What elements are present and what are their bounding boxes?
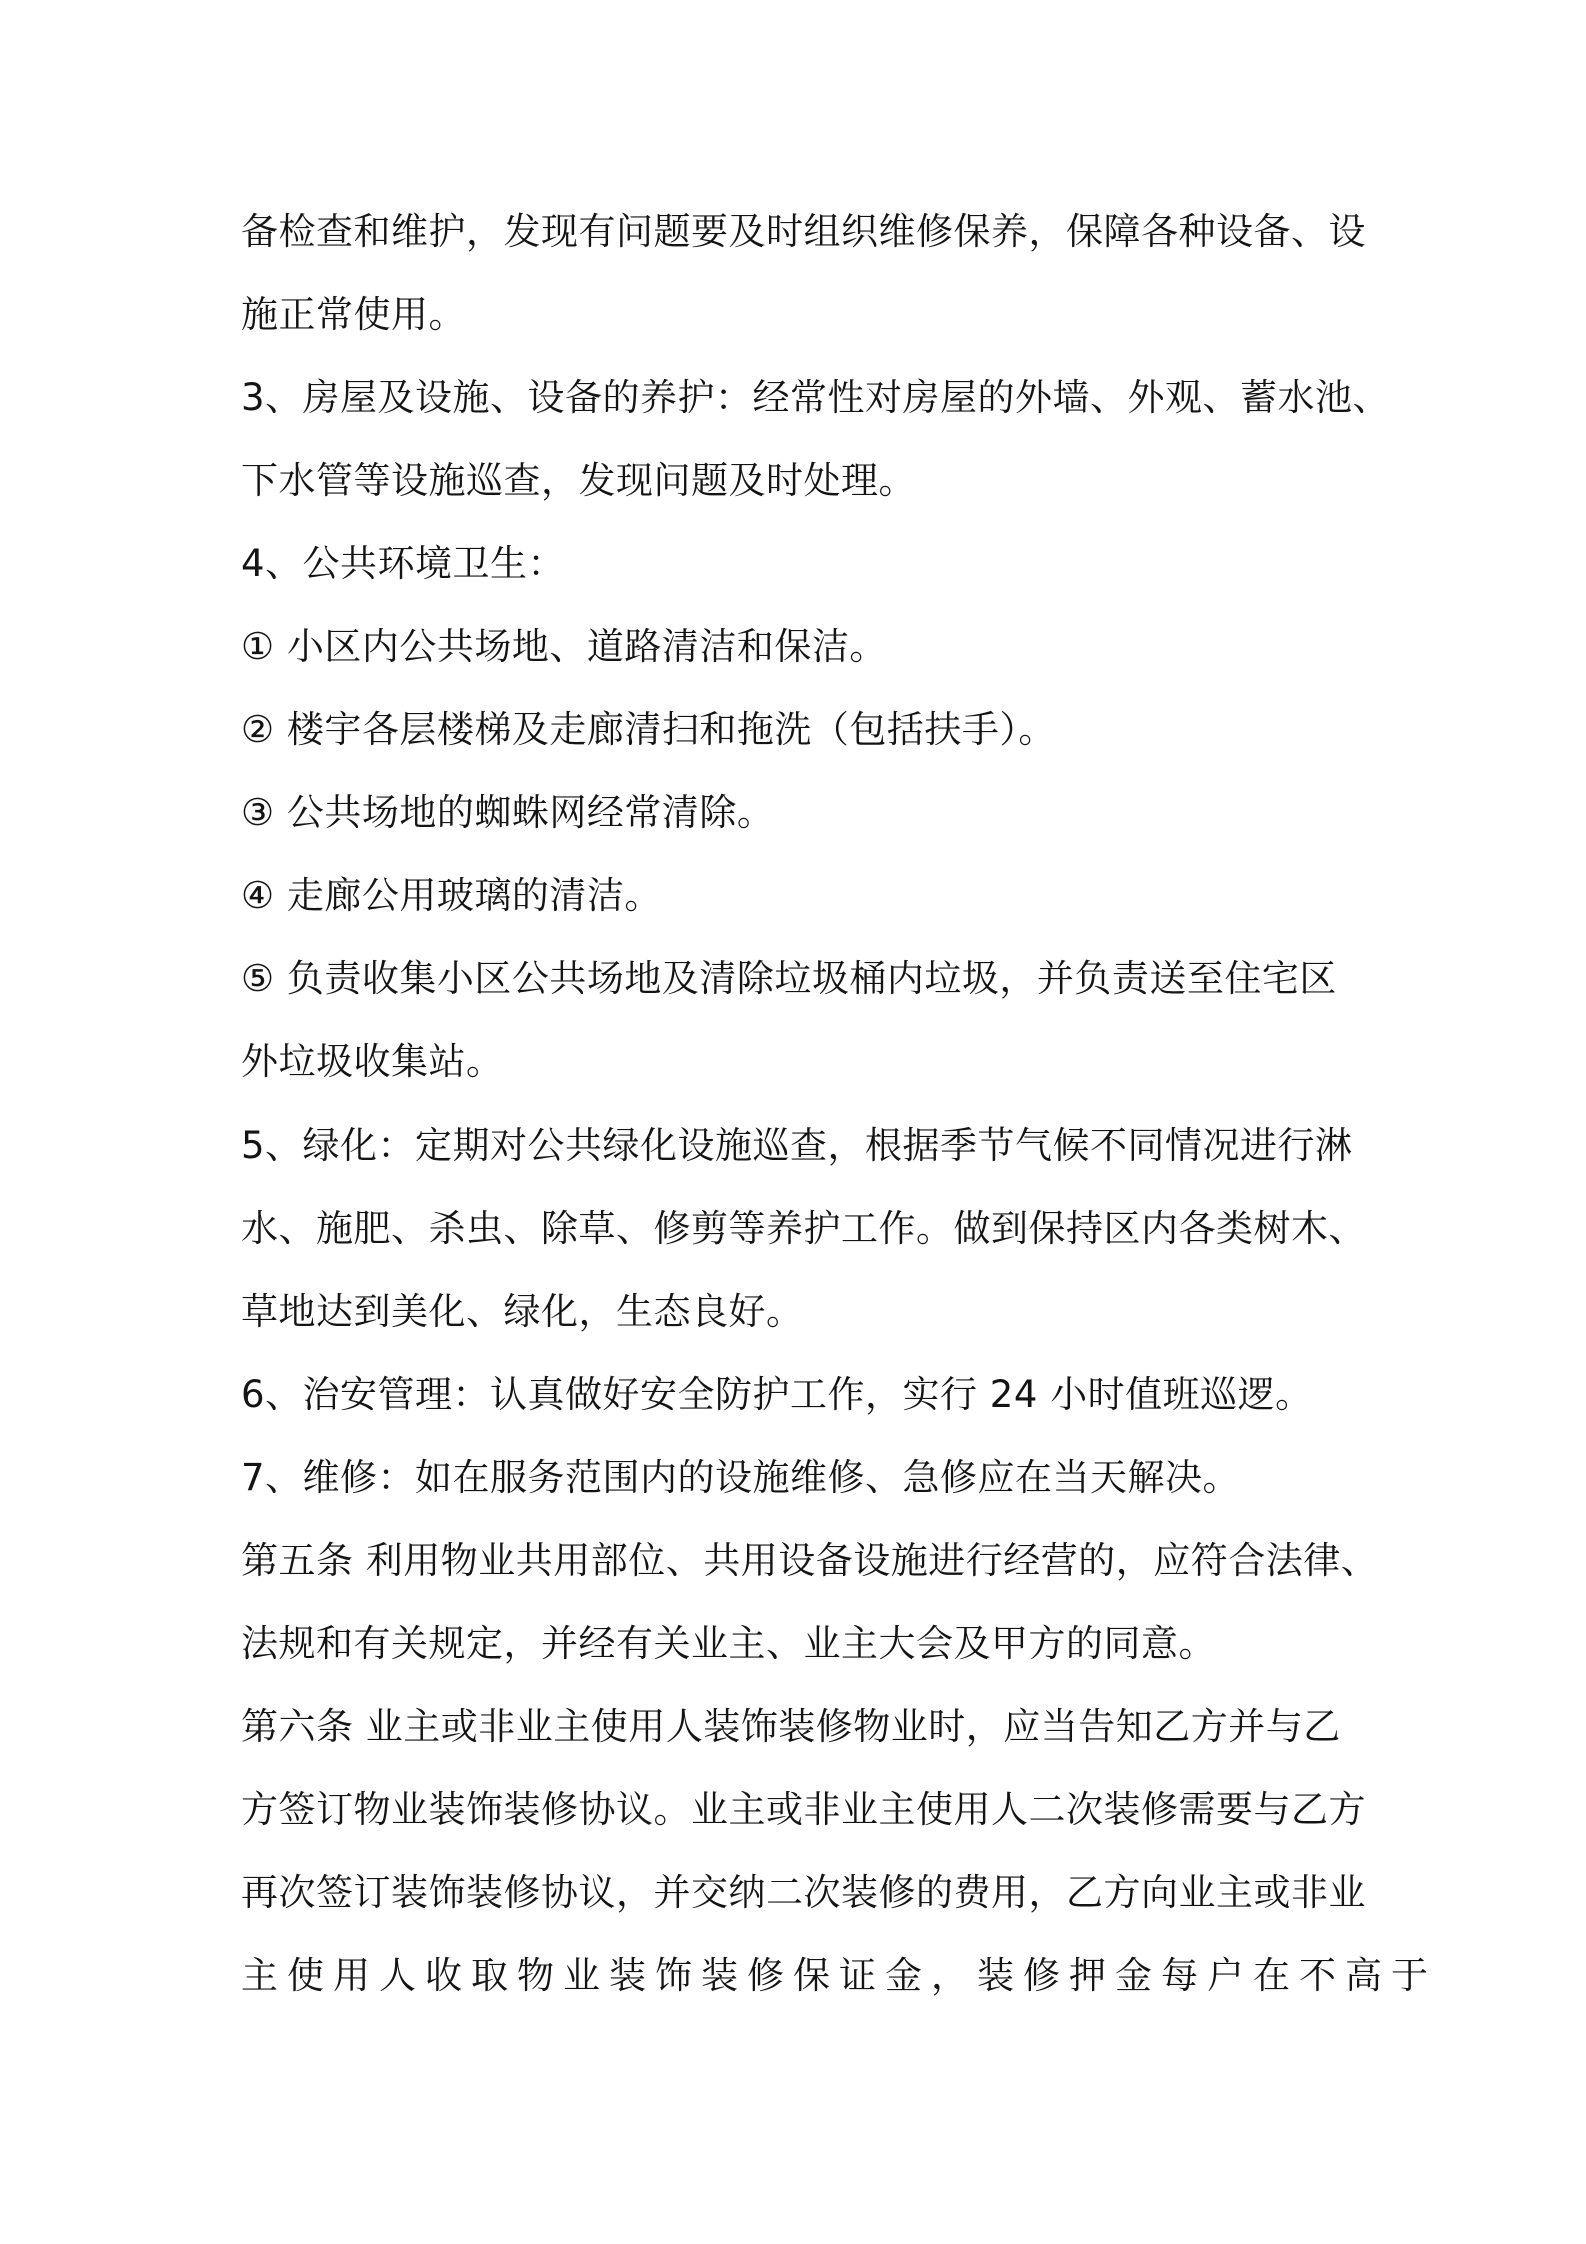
text-line: 再次签订装饰装修协议，并交纳二次装修的费用，乙方向业主或非业: [241, 1871, 1366, 1914]
text-line: 第六条 业主或非业主使用人装饰装修物业时，应当告知乙方并与乙: [241, 1705, 1341, 1748]
text-line: 4、公共环境卫生：: [241, 542, 566, 585]
text-line: ③ 公共场地的蜘蛛网经常清除。: [241, 791, 775, 834]
text-line: 草地达到美化、绿化，生态良好。: [241, 1290, 804, 1333]
text-line: ① 小区内公共场地、道路清洁和保洁。: [241, 625, 887, 668]
text-line: ② 楼宇各层楼梯及走廊清扫和拖洗（包括扶手）。: [241, 708, 1056, 751]
text-line: 3、房屋及设施、设备的养护：经常性对房屋的外墙、外观、蓄水池、: [241, 376, 1391, 419]
text-line: 方签订物业装饰装修协议。业主或非业主使用人二次装修需要与乙方: [241, 1788, 1366, 1831]
text-line: 下水管等设施巡查，发现问题及时处理。: [241, 459, 916, 502]
text-line: 6、治安管理：认真做好安全防护工作，实行 24 小时值班巡逻。: [241, 1373, 1313, 1416]
text-line: 备检查和维护，发现有问题要及时组织维修保养，保障各种设备、设: [241, 210, 1366, 253]
text-line: 施正常使用。: [241, 293, 466, 336]
text-line: 5、绿化：定期对公共绿化设施巡查，根据季节气候不同情况进行淋: [241, 1124, 1353, 1167]
text-line: ⑤ 负责收集小区公共场地及清除垃圾桶内垃圾，并负责送至住宅区: [241, 957, 1337, 1000]
text-line: 7、维修：如在服务范围内的设施维修、急修应在当天解决。: [241, 1456, 1241, 1499]
text-line: 水、施肥、杀虫、除草、修剪等养护工作。做到保持区内各类树木、: [241, 1207, 1366, 1250]
text-line: 外垃圾收集站。: [241, 1040, 504, 1083]
text-line: 法规和有关规定，并经有关业主、业主大会及甲方的同意。: [241, 1622, 1216, 1665]
text-line: ④ 走廊公用玻璃的清洁。: [241, 874, 662, 917]
text-line: 主使用人收取物业装饰装修保证金，装修押金每户在不高于: [241, 1954, 1437, 1997]
text-line: 第五条 利用物业共用部位、共用设备设施进行经营的，应符合法律、: [241, 1539, 1379, 1582]
